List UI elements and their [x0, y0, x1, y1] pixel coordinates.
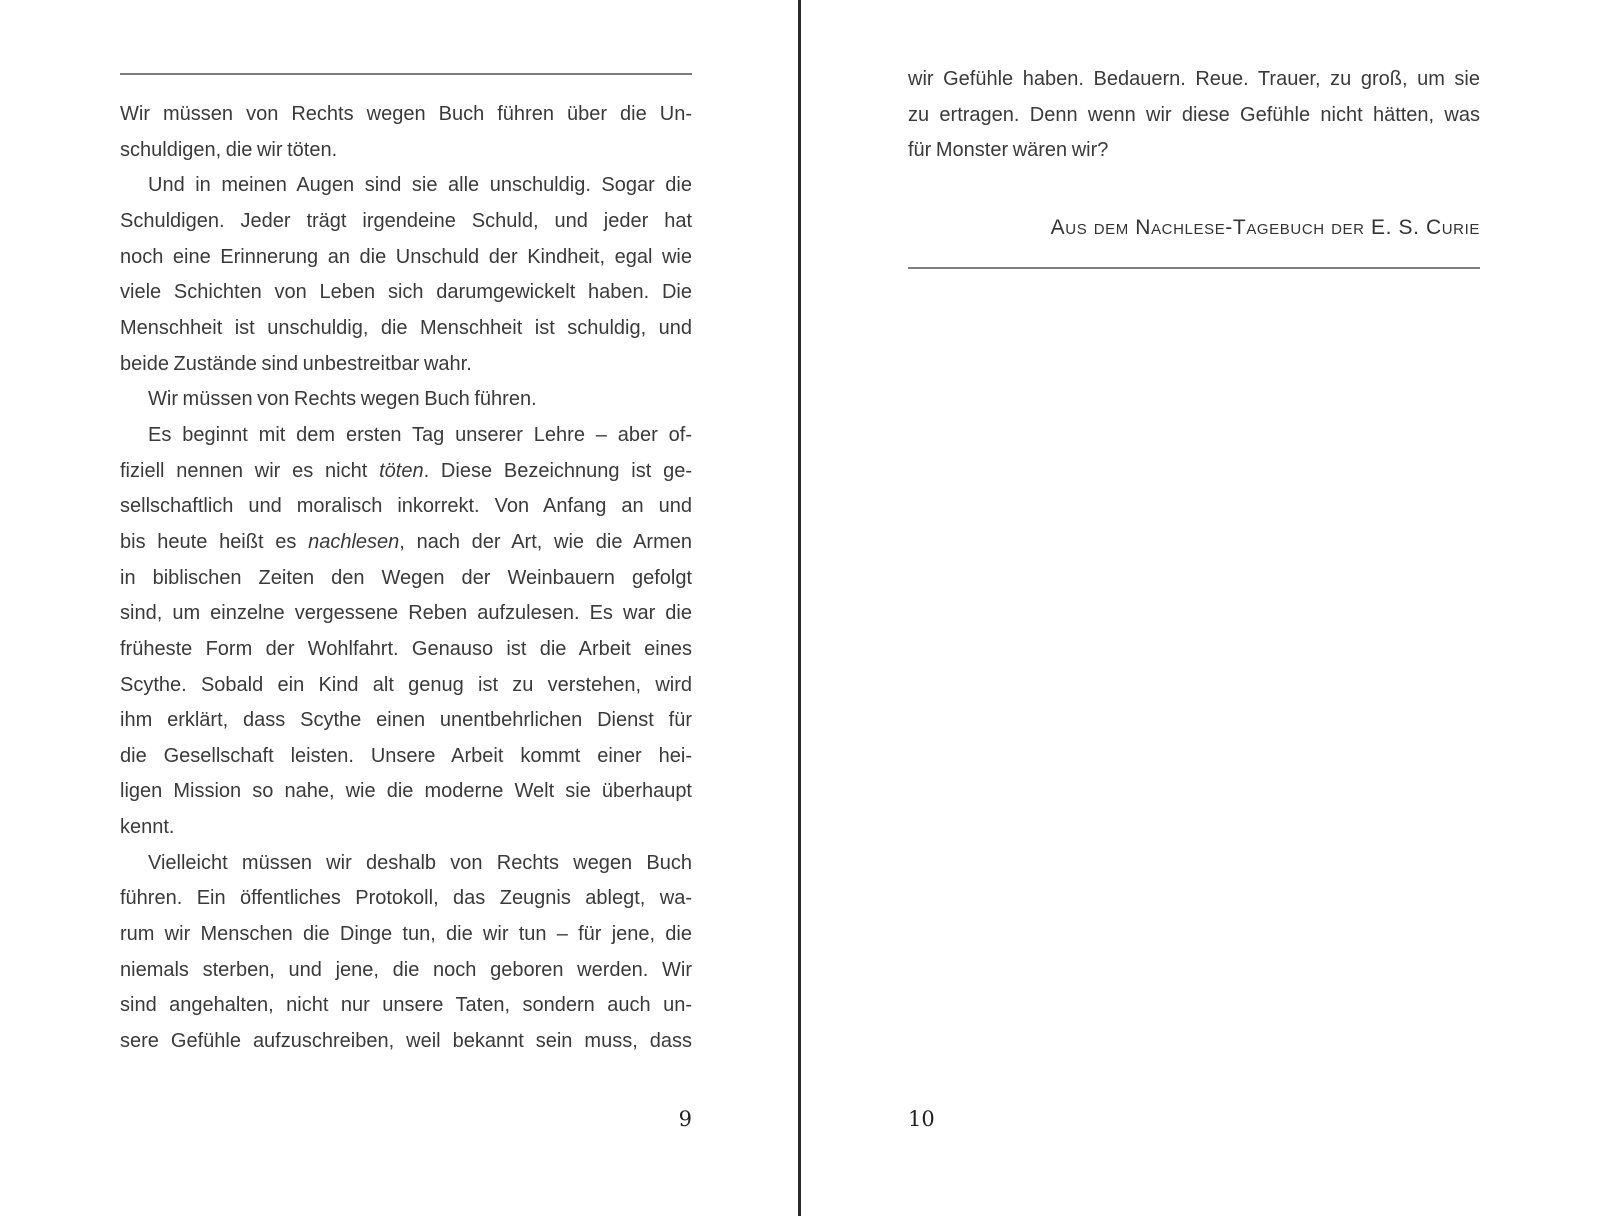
text-line: sind, um einzelne vergessene Reben aufzulesen. Es war die	[120, 602, 692, 625]
text-line: führen. Ein öffentliches Protokoll, das Zeugnis ablegt, wa-	[120, 887, 692, 910]
text-line: schuldigen, die wir töten.	[120, 138, 338, 161]
text-line: wir Gefühle haben. Bedauern. Reue. Trauer, zu groß, um sie	[908, 68, 1480, 90]
attribution-rule	[908, 267, 1480, 269]
page-right	[908, 0, 1480, 1216]
text-line: Vielleicht müssen wir deshalb von Rechts wegen Buch	[148, 851, 692, 874]
text-line: Und in meinen Augen sind sie alle unschuldig. Sogar die	[148, 174, 692, 197]
body-text-left	[120, 97, 692, 1060]
text-line: noch eine Erinnerung an die Unschuld der Kindheit, egal wie	[120, 245, 692, 268]
text-line: sere Gefühle aufzuschreiben, weil bekannt sein muss, dass	[120, 1030, 692, 1053]
text-line: beide Zustände sind unbestreitbar wahr.	[120, 352, 472, 375]
text-line: viele Schichten von Leben sich darumgewickelt haben. Die	[120, 281, 692, 304]
page-number-right: 10	[908, 1107, 935, 1131]
text-line: in biblischen Zeiten den Wegen der Weinbauern gefolgt	[120, 566, 692, 589]
text-line: früheste Form der Wohlfahrt. Genauso ist die Arbeit eines	[120, 637, 692, 660]
text-line: Menschheit ist unschuldig, die Menschheit ist schuldig, und	[120, 316, 692, 339]
text-line: Es beginnt mit dem ersten Tag unserer Lehre – aber of-	[148, 423, 692, 446]
text-line: Wir müssen von Rechts wegen Buch führen.	[148, 388, 537, 411]
text-line: für Monster wären wir?	[908, 139, 1109, 162]
text-line: sind angehalten, nicht nur unsere Taten, sondern auch un-	[120, 994, 692, 1017]
page-number-left: 9	[678, 1107, 692, 1131]
text-line: ihm erklärt, dass Scythe einen unentbehrlichen Dienst für	[120, 709, 692, 732]
text-line: die Gesellschaft leisten. Unsere Arbeit kommt einer hei-	[120, 744, 692, 767]
body-text-right	[908, 62, 1480, 169]
text-line: Scythe. Sobald ein Kind alt genug ist zu verstehen, wird	[120, 673, 692, 696]
text-line: fiziell nennen wir es nicht töten. Diese Bezeichnung ist ge-	[120, 459, 693, 482]
text-line: Schuldigen. Jeder trägt irgendeine Schuld, und jeder hat	[120, 209, 692, 232]
text-line: bis heute heißt es nachlesen, nach der Art, wie die Armen	[120, 530, 692, 553]
text-line: rum wir Menschen die Dinge tun, die wir tun – für jene, die	[120, 923, 692, 946]
page-left	[120, 0, 692, 1216]
text-line: niemals sterben, und jene, die noch geboren werden. Wir	[120, 958, 692, 981]
text-line: ligen Mission so nahe, wie die moderne Welt sie überhaupt	[120, 780, 692, 803]
attribution: Aus dem Nachlese-Tagebuch der E. S. Curie	[1050, 216, 1480, 239]
page-divider	[798, 0, 801, 1216]
text-line: kennt.	[120, 816, 175, 839]
text-line: zu ertragen. Denn wenn wir diese Gefühle nicht hätten, was	[908, 103, 1480, 126]
section-top-rule	[120, 73, 692, 75]
text-line: sellschaftlich und moralisch inkorrekt. Von Anfang an und	[120, 495, 692, 518]
text-line: Wir müssen von Rechts wegen Buch führen über die Un-	[120, 103, 692, 125]
